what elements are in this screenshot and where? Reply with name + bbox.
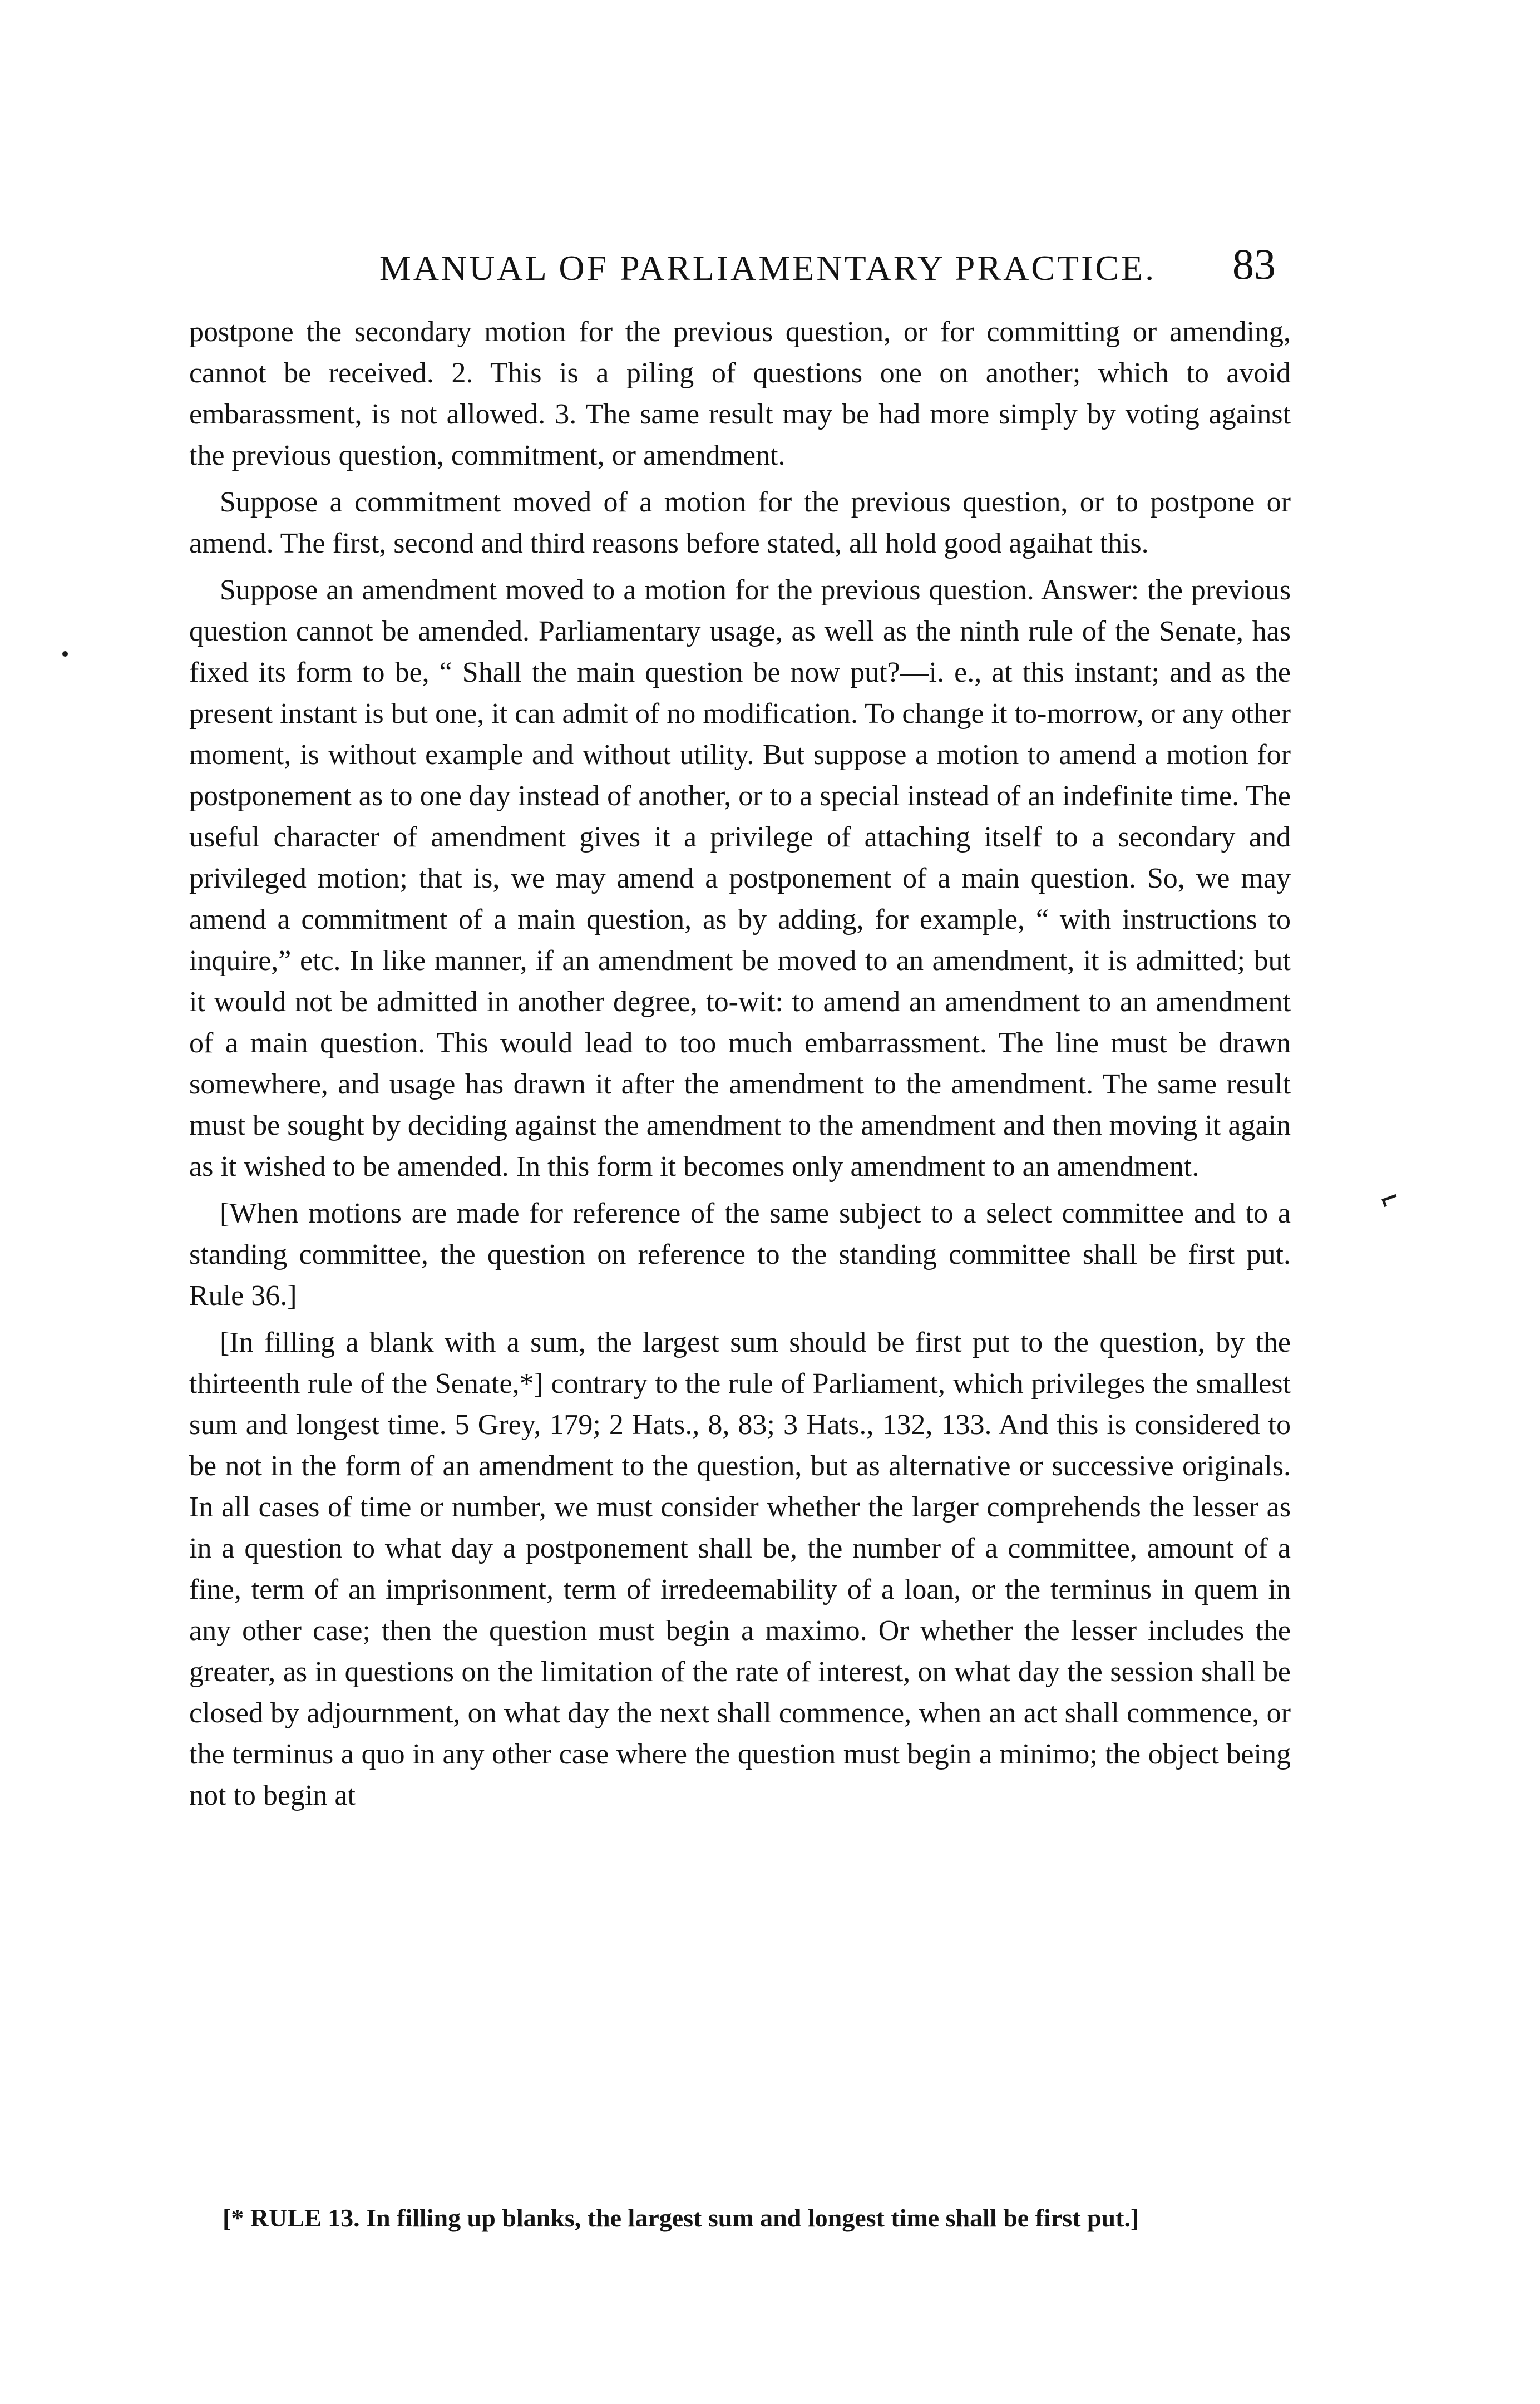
paragraph-commitment: Suppose a commitment moved of a motion for the previous question, or to postpone or amend. The first, second and third reasons before stated, all hold good agaihat this.	[189, 486, 1291, 559]
paragraph-filling-blank: [In filling a blank with a sum, the largest sum should be first put to the question, by the thirteenth rule of the Senate,*] contrary to the rule of Parliament, which privileges the smallest sum and longest time. 5 Grey, 179; 2 Hats., 8, 83; 3 Hats., 132, 133. And this is considered to be not in the form of an amendment to the question, but as alternative or successive originals. In all cases of time or number, we must consider whether the larger comprehends the lesser as in a question to what day a postponement shall be, the number of a committee, amount of a fine, term of an imprisonment, term of irredeemability of a loan, or the terminus in quem in any other case; then the question must begin a maximo. Or whether the lesser includes the greater, as in questions on the limitation of the rate of interest, on what day the session shall be closed by adjournment, on what day the next shall commence, when an act shall commence, or the terminus a quo in any other case where the question must begin a minimo; the object being not to begin at	[189, 1327, 1291, 1811]
margin-dot-mark	[62, 651, 68, 657]
page-number: 83	[1232, 240, 1276, 288]
paragraph-amendment: Suppose an amendment moved to a motion for the previous question. Answer: the previous question cannot be amended. Parliamentary usage, as well as the ninth rule of the Senate, has fixed its form to be, “ Shall the main question be now put?—i. e., at this instant; and as the present instant is but one, it can admit of no modification. To change it to-morrow, or any other moment, is without example and without utility. But suppose a motion to amend a motion for postponement as to one day instead of another, or to a special instead of an indefinite time. The useful character of amendment gives it a privilege of attaching itself to a secondary and privileged motion; that is, we may amend a postponement of a main question. So, we may amend a commitment of a main question, as by adding, for example, “ with instructions to inquire,” etc. In like manner, if an amendment be moved to an amendment, it is admitted; but it would not be admitted in another degree, to-wit: to amend an amendment to an amendment of a main question. This would lead to too much embarrassment. The line must be drawn somewhere, and usage has drawn it after the amendment to the amendment. The same result must be sought by deciding against the amendment to the amendment and then moving it again as it wished to be amended. In this form it becomes only amendment to an amendment.	[189, 574, 1291, 1183]
body-text	[189, 312, 1291, 1822]
margin-tick-mark	[1381, 1194, 1399, 1207]
paragraph-rule-36: [When motions are made for reference of the same subject to a select committee and to a standing committee, the question on reference to the standing committee shall be first put. Rule 36.]	[189, 1198, 1291, 1312]
running-head-title: MANUAL OF PARLIAMENTARY PRACTICE.	[379, 248, 1157, 288]
paragraph-continuation: postpone the secondary motion for the previous question, or for committing or amending, cannot be received. 2. This is a piling of questions one on another; which to avoid embarassment, is not allowed. 3. The same result may be had more simply by voting against the previous question, commitment, or amendment.	[189, 316, 1291, 471]
footnote-rule-13: [* RULE 13. In filling up blanks, the largest sum and longest time shall be first put.]	[223, 2204, 1139, 2232]
